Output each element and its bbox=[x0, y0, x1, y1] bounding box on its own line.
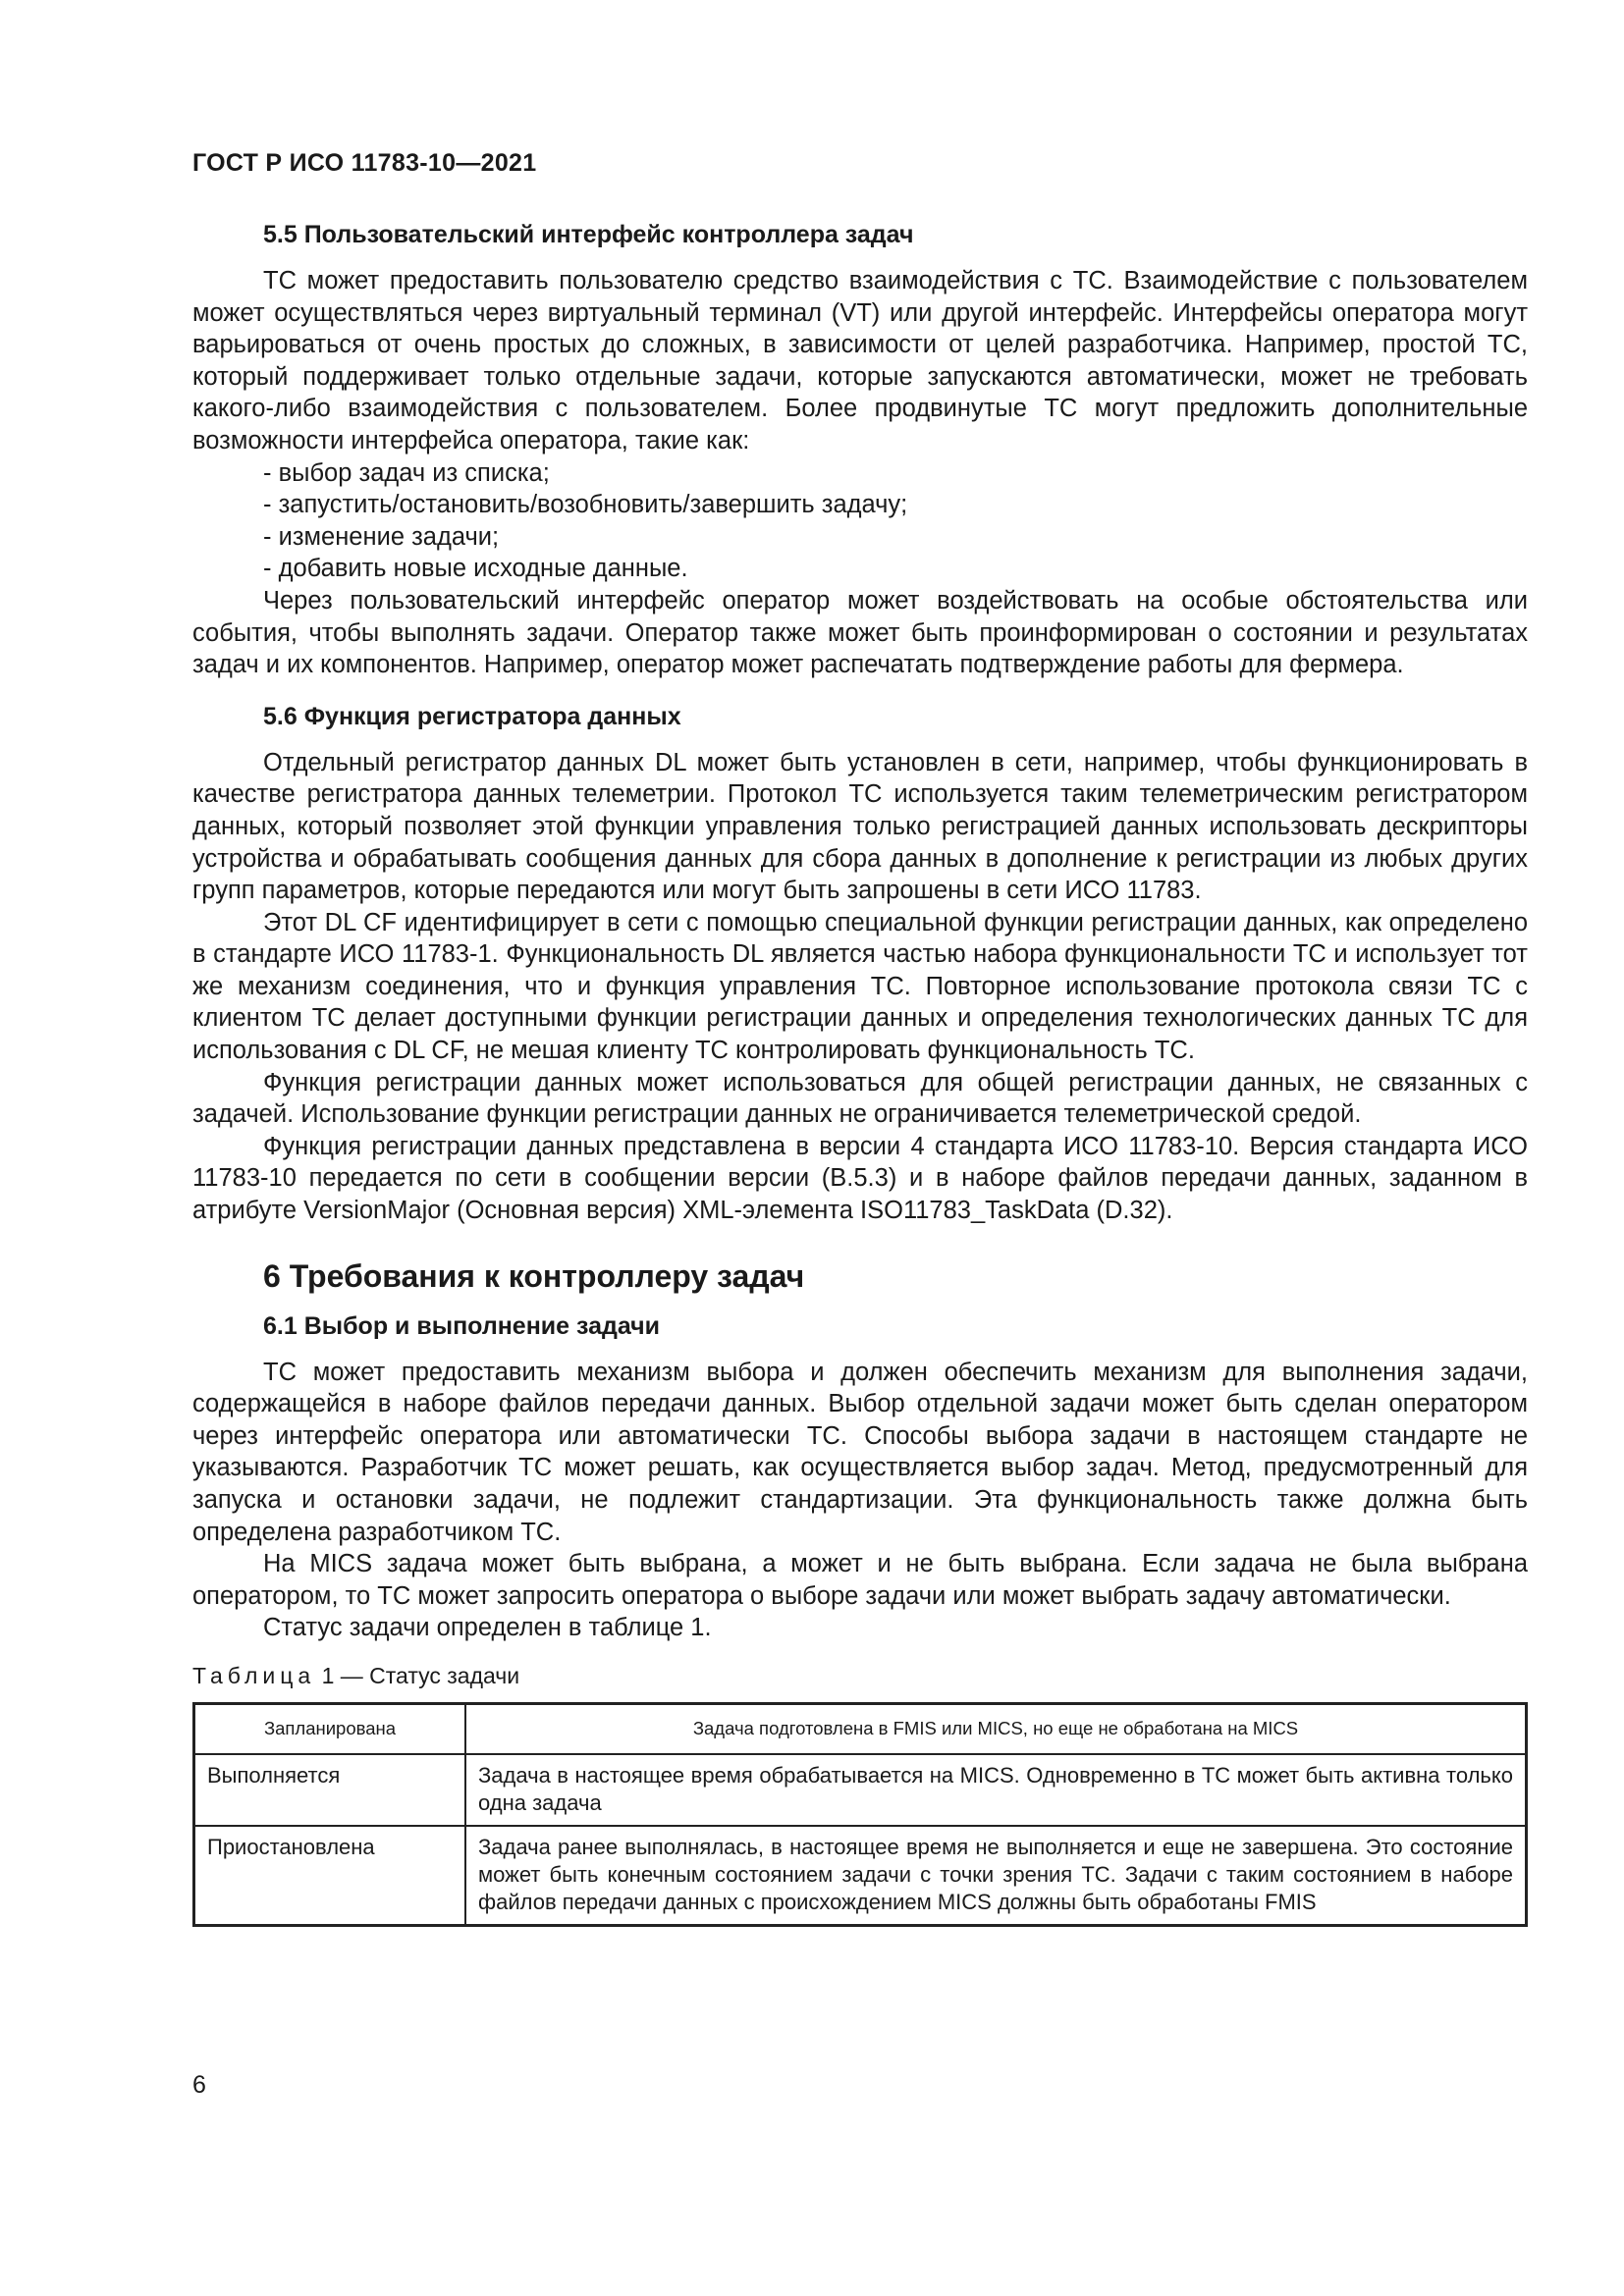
section-5-6-paragraph-1: Отдельный регистратор данных DL может быть установлен в сети, например, чтобы функционировать в качестве регистратора данных телеметрии. Протокол ТС используется таким телеметрическим регистратором данных, который позволяет этой функции управления только регистрацией данных использовать дескрипторы устройства и обрабатывать сообщения данных для сбора данных в дополнение к регистрации из любых других групп параметров, которые передаются или могут быть запрошены в сети ИСО 11783. bbox=[192, 748, 1528, 905]
page-content bbox=[192, 219, 1528, 1927]
table-cell-description: Задача ранее выполнялась, в настоящее время не выполняется и еще не завершена. Это состояние может быть конечным состоянием задачи с точки зрения ТС. Задачи с таким состоянием в наборе файлов передачи данных с происхождением MICS должны быть обработаны FMIS bbox=[465, 1826, 1527, 1926]
table-caption bbox=[192, 1662, 1528, 1689]
section-6-1-paragraph-1: ТС может предоставить механизм выбора и должен обеспечить механизм для выполнения задачи, содержащейся в наборе файлов передачи данных. Выбор отдельной задачи может быть сделан оператором через интерфейс оператора или автоматически ТС. Способы выбора задачи в настоящем стандарте не указываются. Разработчик ТС может решать, как осуществляется выбор задач. Метод, предусмотренный для запуска и остановки задачи, не подлежит стандартизации. Эта функциональность также должна быть определена разработчиком ТС. bbox=[192, 1358, 1528, 1546]
section-6-heading: 6 Требования к контроллеру задач bbox=[263, 1257, 805, 1294]
section-5-5-paragraph-1: ТС может предоставить пользователю средство взаимодействия с ТС. Взаимодействие с пользователем может осуществляться через виртуальный терминал (VT) или другой интерфейс. Интерфейсы оператора могут варьироваться от очень простых до сложных, в зависимости от целей разработчика. Например, простой ТС, который поддерживает только отдельные задачи, которые запускаются автоматически, может не требовать какого-либо взаимодействия с пользователем. Более продвинутые ТС могут предложить дополнительные возможности интерфейса оператора, такие как: bbox=[192, 267, 1528, 454]
section-5-5-heading: 5.5 Пользовательский интерфейс контроллера задач bbox=[263, 221, 914, 248]
table-cell-description: Задача в настоящее время обрабатывается на MICS. Одновременно в ТС может быть активна только одна задача bbox=[465, 1754, 1527, 1826]
table-cell-status: Приостановлена bbox=[194, 1826, 466, 1926]
section-5-6-paragraph-4: Функция регистрации данных представлена в версии 4 стандарта ИСО 11783-10. Версия стандарта ИСО 11783-10 передается по сети в сообщении версии (В.5.3) и в наборе файлов передачи данных, заданном в атрибуте VersionMajor (Основная версия) XML-элемента ISO11783_TaskData (D.32). bbox=[192, 1132, 1528, 1225]
table-row bbox=[194, 1754, 1527, 1826]
section-6-1-paragraph-3: Статус задачи определен в таблице 1. bbox=[263, 1614, 712, 1642]
list-item: - запустить/остановить/возобновить/завершить задачу; bbox=[263, 491, 908, 519]
table-caption-title: 1 — Статус задачи bbox=[315, 1662, 520, 1688]
section-6-1-paragraph-2: На MICS задача может быть выбрана, а может и не быть выбрана. Если задача не была выбрана оператором, то ТС может запросить оператора о выборе задачи или может выбрать задачу автоматически. bbox=[192, 1550, 1528, 1610]
operator-features-list bbox=[192, 457, 1528, 585]
document-header: ГОСТ Р ИСО 11783-10—2021 bbox=[192, 149, 537, 177]
list-item: - выбор задач из списка; bbox=[263, 458, 550, 487]
table-row bbox=[194, 1826, 1527, 1926]
list-item: - добавить новые исходные данные. bbox=[263, 555, 688, 583]
list-item: - изменение задачи; bbox=[263, 522, 500, 551]
section-5-6-paragraph-3: Функция регистрации данных может использоваться для общей регистрации данных, не связанных с задачей. Использование функции регистрации данных не ограничивается телеметрической средой. bbox=[192, 1068, 1528, 1129]
section-5-5-paragraph-2: Через пользовательский интерфейс оператор может воздействовать на особые обстоятельства или события, чтобы выполнять задачи. Оператор также может быть проинформирован о состоянии и результатах задач и их компонентов. Например, оператор может распечатать подтверждение работы для фермера. bbox=[192, 586, 1528, 679]
table-header-cell: Запланирована bbox=[194, 1703, 466, 1754]
page-number: 6 bbox=[192, 2071, 206, 2099]
table-caption-label: Таблица bbox=[192, 1662, 316, 1688]
section-6-1-heading: 6.1 Выбор и выполнение задачи bbox=[263, 1311, 661, 1340]
section-5-6-heading: 5.6 Функция регистратора данных bbox=[263, 702, 681, 730]
task-status-table bbox=[192, 1702, 1528, 1927]
table-cell-status: Выполняется bbox=[194, 1754, 466, 1826]
section-5-6-paragraph-2: Этот DL CF идентифицирует в сети с помощью специальной функции регистрации данных, как определено в стандарте ИСО 11783-1. Функциональность DL является частью набора функциональности ТС и использует тот же механизм соединения, что и функция управления ТС. Повторное использование протокола связи ТС с клиентом ТС делает доступными функции регистрации данных и определения технологических данных ТС для использования с DL CF, не мешая клиенту ТС контролировать функциональность ТС. bbox=[192, 908, 1528, 1065]
table-header-cell: Задача подготовлена в FMIS или MICS, но еще не обработана на MICS bbox=[465, 1703, 1527, 1754]
table-header-row bbox=[194, 1703, 1527, 1754]
